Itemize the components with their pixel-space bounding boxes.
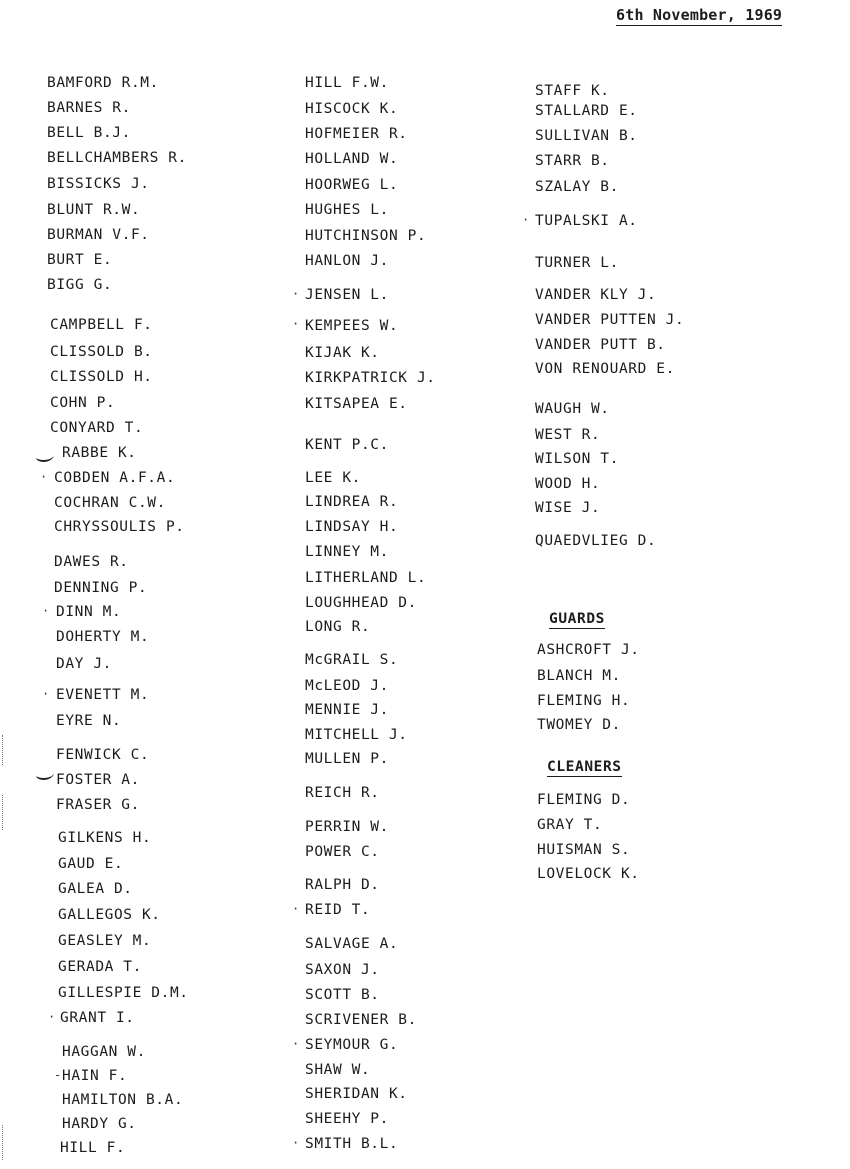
list-item: DAWES R. bbox=[54, 554, 129, 570]
tick-mark: · bbox=[522, 213, 530, 227]
list-item: GALEA D. bbox=[58, 881, 133, 897]
list-item: SZALAY B. bbox=[535, 179, 619, 195]
list-item: HARDY G. bbox=[62, 1116, 137, 1132]
scan-artifact bbox=[2, 795, 9, 830]
list-item: COCHRAN C.W. bbox=[54, 495, 166, 511]
tick-mark: · bbox=[292, 902, 300, 916]
list-item: FLEMING D. bbox=[537, 792, 631, 808]
tick-mark: - bbox=[54, 1068, 62, 1082]
list-item: TURNER L. bbox=[535, 255, 619, 271]
list-item: LONG R. bbox=[305, 619, 371, 635]
list-item: COHN P. bbox=[50, 395, 116, 411]
list-item: MITCHELL J. bbox=[305, 727, 408, 743]
list-item: LITHERLAND L. bbox=[305, 570, 427, 586]
pen-mark bbox=[36, 450, 54, 462]
list-item: CHRYSSOULIS P. bbox=[54, 519, 185, 535]
list-item: FENWICK C. bbox=[56, 747, 150, 763]
tick-mark: · bbox=[292, 1136, 300, 1150]
list-item: TWOMEY D. bbox=[537, 717, 621, 733]
list-item: GALLEGOS K. bbox=[58, 907, 161, 923]
list-item: WAUGH W. bbox=[535, 401, 610, 417]
list-item: GRAY T. bbox=[537, 817, 603, 833]
list-item: RALPH D. bbox=[305, 877, 380, 893]
list-item: WEST R. bbox=[535, 427, 601, 443]
list-item: CLISSOLD B. bbox=[50, 344, 153, 360]
list-item: SALVAGE A. bbox=[305, 936, 399, 952]
list-item: LOVELOCK K. bbox=[537, 866, 640, 882]
tick-mark: · bbox=[292, 287, 300, 301]
list-item: KENT P.C. bbox=[305, 437, 389, 453]
list-item: GILKENS H. bbox=[58, 830, 152, 846]
list-item: LEE K. bbox=[305, 470, 361, 486]
list-item: HANLON J. bbox=[305, 253, 389, 269]
list-item: WILSON T. bbox=[535, 451, 619, 467]
list-item: HISCOCK K. bbox=[305, 101, 399, 117]
list-item: VANDER PUTT B. bbox=[535, 337, 666, 353]
list-item: HAIN F. bbox=[62, 1068, 128, 1084]
list-item: McGRAIL S. bbox=[305, 652, 399, 668]
list-item: LOUGHHEAD D. bbox=[305, 595, 417, 611]
list-item: GEASLEY M. bbox=[58, 933, 152, 949]
list-item: SHEEHY P. bbox=[305, 1111, 389, 1127]
list-item: KIRKPATRICK J. bbox=[305, 370, 436, 386]
list-item: McLEOD J. bbox=[305, 678, 389, 694]
list-item: BIGG G. bbox=[47, 277, 113, 293]
list-item: WOOD H. bbox=[535, 476, 601, 492]
list-item: VANDER KLY J. bbox=[535, 287, 657, 303]
list-item: STARR B. bbox=[535, 153, 610, 169]
list-item: SEYMOUR G. bbox=[305, 1037, 399, 1053]
list-item: REID T. bbox=[305, 902, 371, 918]
list-item: SMITH B.L. bbox=[305, 1136, 399, 1152]
list-item: HAGGAN W. bbox=[62, 1044, 146, 1060]
list-item: BARNES R. bbox=[47, 100, 131, 116]
list-item: POWER C. bbox=[305, 844, 380, 860]
list-item: ASHCROFT J. bbox=[537, 642, 640, 658]
list-item: PERRIN W. bbox=[305, 819, 389, 835]
list-item: VANDER PUTTEN J. bbox=[535, 312, 685, 328]
tick-mark: · bbox=[42, 687, 50, 701]
list-item: GAUD E. bbox=[58, 856, 124, 872]
list-item: GERADA T. bbox=[58, 959, 142, 975]
list-item: HUTCHINSON P. bbox=[305, 228, 427, 244]
list-item: BURT E. bbox=[47, 252, 113, 268]
list-item: JENSEN L. bbox=[305, 287, 389, 303]
scan-artifact bbox=[2, 1125, 9, 1160]
tick-mark: · bbox=[42, 604, 50, 618]
list-item: WISE J. bbox=[535, 500, 601, 516]
list-item: KEMPEES W. bbox=[305, 318, 399, 334]
list-item: STAFF K. bbox=[535, 83, 610, 99]
list-item: FOSTER A. bbox=[56, 772, 140, 788]
list-item: EVENETT M. bbox=[56, 687, 150, 703]
list-item: HUGHES L. bbox=[305, 202, 389, 218]
list-item: HOLLAND W. bbox=[305, 151, 399, 167]
list-item: LINDREA R. bbox=[305, 494, 399, 510]
list-item: GRANT I. bbox=[60, 1010, 135, 1026]
list-item: SCOTT B. bbox=[305, 987, 380, 1003]
list-item: BURMAN V.F. bbox=[47, 227, 150, 243]
list-item: KIJAK K. bbox=[305, 345, 380, 361]
list-item: SCRIVENER B. bbox=[305, 1012, 417, 1028]
list-item: LINNEY M. bbox=[305, 544, 389, 560]
list-item: SHERIDAN K. bbox=[305, 1086, 408, 1102]
list-item: LINDSAY H. bbox=[305, 519, 399, 535]
list-item: HAMILTON B.A. bbox=[62, 1092, 184, 1108]
tick-mark: · bbox=[48, 1010, 56, 1024]
list-item: HUISMAN S. bbox=[537, 842, 631, 858]
list-item: TUPALSKI A. bbox=[535, 213, 638, 229]
list-item: QUAEDVLIEG D. bbox=[535, 533, 657, 549]
list-item: HILL F.W. bbox=[305, 75, 389, 91]
pen-mark bbox=[36, 768, 54, 780]
list-item: BLANCH M. bbox=[537, 668, 621, 684]
tick-mark: · bbox=[40, 470, 48, 484]
tick-mark: · bbox=[292, 317, 300, 331]
list-item: BLUNT R.W. bbox=[47, 202, 141, 218]
list-item: BISSICKS J. bbox=[47, 176, 150, 192]
list-item: SULLIVAN B. bbox=[535, 128, 638, 144]
list-item: MENNIE J. bbox=[305, 702, 389, 718]
list-item: CLISSOLD H. bbox=[50, 369, 153, 385]
list-item: HILL F. bbox=[60, 1140, 126, 1156]
list-item: REICH R. bbox=[305, 785, 380, 801]
list-item: DOHERTY M. bbox=[56, 629, 150, 645]
list-item: GILLESPIE D.M. bbox=[58, 985, 189, 1001]
list-item: DAY J. bbox=[56, 656, 112, 672]
list-item: COBDEN A.F.A. bbox=[54, 470, 176, 486]
list-item: BAMFORD R.M. bbox=[47, 75, 159, 91]
list-item: HOORWEG L. bbox=[305, 177, 399, 193]
list-item: STALLARD E. bbox=[535, 103, 638, 119]
list-item: BELLCHAMBERS R. bbox=[47, 150, 187, 166]
list-item: KITSAPEA E. bbox=[305, 396, 408, 412]
list-item: CAMPBELL F. bbox=[50, 317, 153, 333]
document-date: 6th November, 1969 bbox=[616, 6, 783, 24]
list-item: VON RENOUARD E. bbox=[535, 361, 675, 377]
list-item: FLEMING H. bbox=[537, 693, 631, 709]
list-item: MULLEN P. bbox=[305, 751, 389, 767]
guards-heading: GUARDS bbox=[549, 611, 605, 627]
list-item: SHAW W. bbox=[305, 1062, 371, 1078]
list-item: BELL B.J. bbox=[47, 125, 131, 141]
list-item: DENNING P. bbox=[54, 580, 148, 596]
list-item: RABBE K. bbox=[62, 445, 137, 461]
scan-artifact bbox=[2, 735, 9, 765]
list-item: HOFMEIER R. bbox=[305, 126, 408, 142]
list-item: CONYARD T. bbox=[50, 420, 144, 436]
tick-mark: · bbox=[292, 1037, 300, 1051]
list-item: FRASER G. bbox=[56, 797, 140, 813]
cleaners-heading: CLEANERS bbox=[547, 759, 622, 775]
list-item: SAXON J. bbox=[305, 962, 380, 978]
list-item: EYRE N. bbox=[56, 713, 122, 729]
list-item: DINN M. bbox=[56, 604, 122, 620]
